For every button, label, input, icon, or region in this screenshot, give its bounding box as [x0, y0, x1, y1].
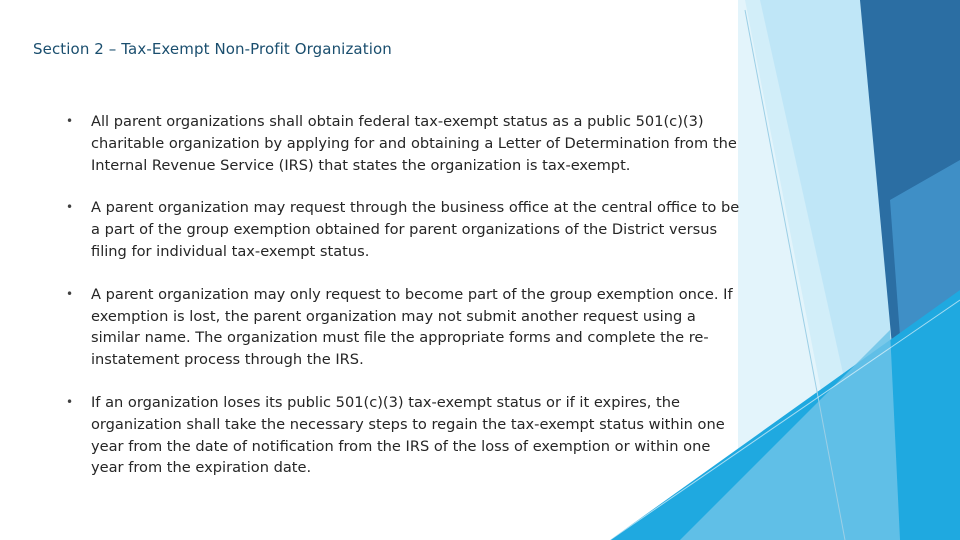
bullet-marker: •	[66, 114, 74, 128]
bullet-item	[66, 392, 746, 479]
bullet-text: If an organization loses its public 501(c)(3) tax-exempt status or if it expires, the organization shall take the necessary steps to regain the tax-exempt status within one year from the date of notification from the IRS of the loss of exemption or within one year from the expiration date.	[91, 393, 725, 477]
bullet-item	[66, 111, 746, 176]
slide-title: Section 2 – Tax-Exempt Non-Profit Organization	[33, 40, 392, 58]
bullet-list	[66, 111, 746, 500]
bullet-marker: •	[66, 200, 74, 215]
bullet-marker: •	[66, 286, 74, 301]
bullet-item	[66, 284, 746, 371]
bullet-text: All parent organizations shall obtain federal tax-exempt status as a public 501(c)(3) charitable organization by applying for and obtaining a Letter of Determination from the Internal Revenue Service (IRS) that states the organization is tax-exempt.	[91, 113, 737, 174]
bullet-text: A parent organization may request through the business office at the central office to be a part of the group exemption obtained for parent organizations of the District versus filing for individual tax-exempt status.	[91, 199, 740, 260]
bullet-text: A parent organization may only request to become part of the group exemption once. If exemption is lost, the parent organization may not submit another request using a similar name. The organization must file the appropriate forms and complete the re-instatement process through the IRS.	[91, 285, 733, 369]
bullet-item	[66, 197, 746, 262]
bullet-marker: •	[66, 394, 74, 409]
